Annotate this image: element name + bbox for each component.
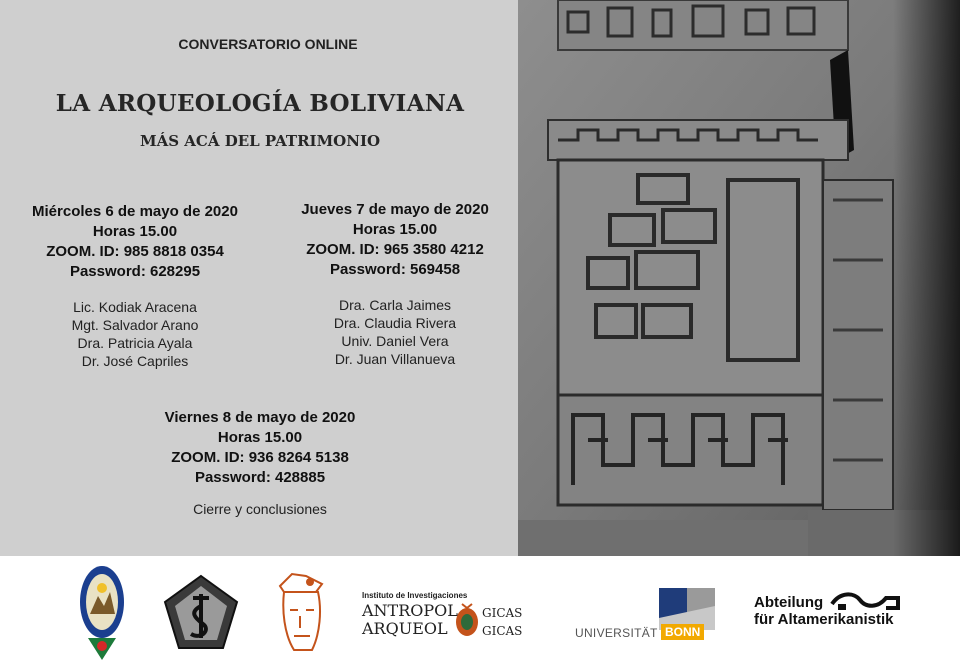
university-seal-logo xyxy=(78,562,126,662)
universitat-text: UNIVERSITÄT xyxy=(575,626,658,640)
altamerikanistik-text: für Altamerikanistik xyxy=(754,611,894,628)
session-password: Password: 428885 xyxy=(194,469,326,486)
speaker: Dr. José Capriles xyxy=(81,353,189,369)
session-date: Jueves 7 de mayo de 2020 xyxy=(301,201,489,218)
gicas-text-1: GICAS xyxy=(482,606,523,620)
carved-head-logo xyxy=(272,570,330,656)
session-password: Password: 628295 xyxy=(69,263,201,280)
session-wednesday xyxy=(10,202,260,370)
session-friday xyxy=(135,408,385,518)
institute-small-label: Instituto de Investigaciones xyxy=(362,591,468,600)
antropologicas-arqueologicas-logo xyxy=(362,591,532,643)
speaker: Dra. Patricia Ayala xyxy=(77,335,193,351)
speaker: Dr. Juan Villanueva xyxy=(334,351,456,367)
event-subtitle: MÁS ACÁ DEL PATRIMONIO xyxy=(139,132,381,150)
session-date: Viernes 8 de mayo de 2020 xyxy=(164,409,356,426)
session-zoom-id: ZOOM. ID: 985 8818 0354 xyxy=(46,243,224,260)
serpent-glyph-icon xyxy=(830,592,900,614)
speaker: Dra. Carla Jaimes xyxy=(338,297,452,313)
universitat-bonn-logo xyxy=(575,588,715,644)
session-time: Horas 15.00 xyxy=(352,221,438,238)
event-kicker: CONVERSATORIO ONLINE xyxy=(178,36,358,52)
session-thursday xyxy=(280,200,510,368)
abteilung-text: Abteilung xyxy=(754,594,824,611)
session-zoom-id: ZOOM. ID: 965 3580 4212 xyxy=(306,241,484,258)
logo-strip xyxy=(0,556,960,664)
gicas-text-2: GICAS xyxy=(482,624,523,638)
speaker: Mgt. Salvador Arano xyxy=(71,317,199,333)
text-panel xyxy=(0,0,518,556)
speaker-list xyxy=(10,298,260,370)
pentagon-emblem-logo xyxy=(163,574,239,652)
session-date: Miércoles 6 de mayo de 2020 xyxy=(32,203,238,220)
speaker: Dra. Claudia Rivera xyxy=(333,315,457,331)
session-time: Horas 15.00 xyxy=(217,429,303,446)
abteilung-altamerikanistik-logo xyxy=(754,594,924,638)
session-note: Cierre y conclusiones xyxy=(193,501,327,517)
event-title: LA ARQUEOLOGÍA BOLIVIANA xyxy=(55,90,465,117)
speaker-list xyxy=(280,296,510,368)
o-emblem-icon xyxy=(454,602,480,638)
speaker: Univ. Daniel Vera xyxy=(341,333,449,349)
stone-relief-photo xyxy=(518,0,960,556)
speaker: Lic. Kodiak Aracena xyxy=(73,299,197,315)
session-time: Horas 15.00 xyxy=(92,223,178,240)
session-zoom-id: ZOOM. ID: 936 8264 5138 xyxy=(171,449,349,466)
session-password: Password: 569458 xyxy=(329,261,461,278)
arqueol-text: ARQUEOL xyxy=(362,619,448,638)
antropol-text: ANTROPOL xyxy=(362,601,458,620)
bonn-text: BONN xyxy=(661,624,704,640)
